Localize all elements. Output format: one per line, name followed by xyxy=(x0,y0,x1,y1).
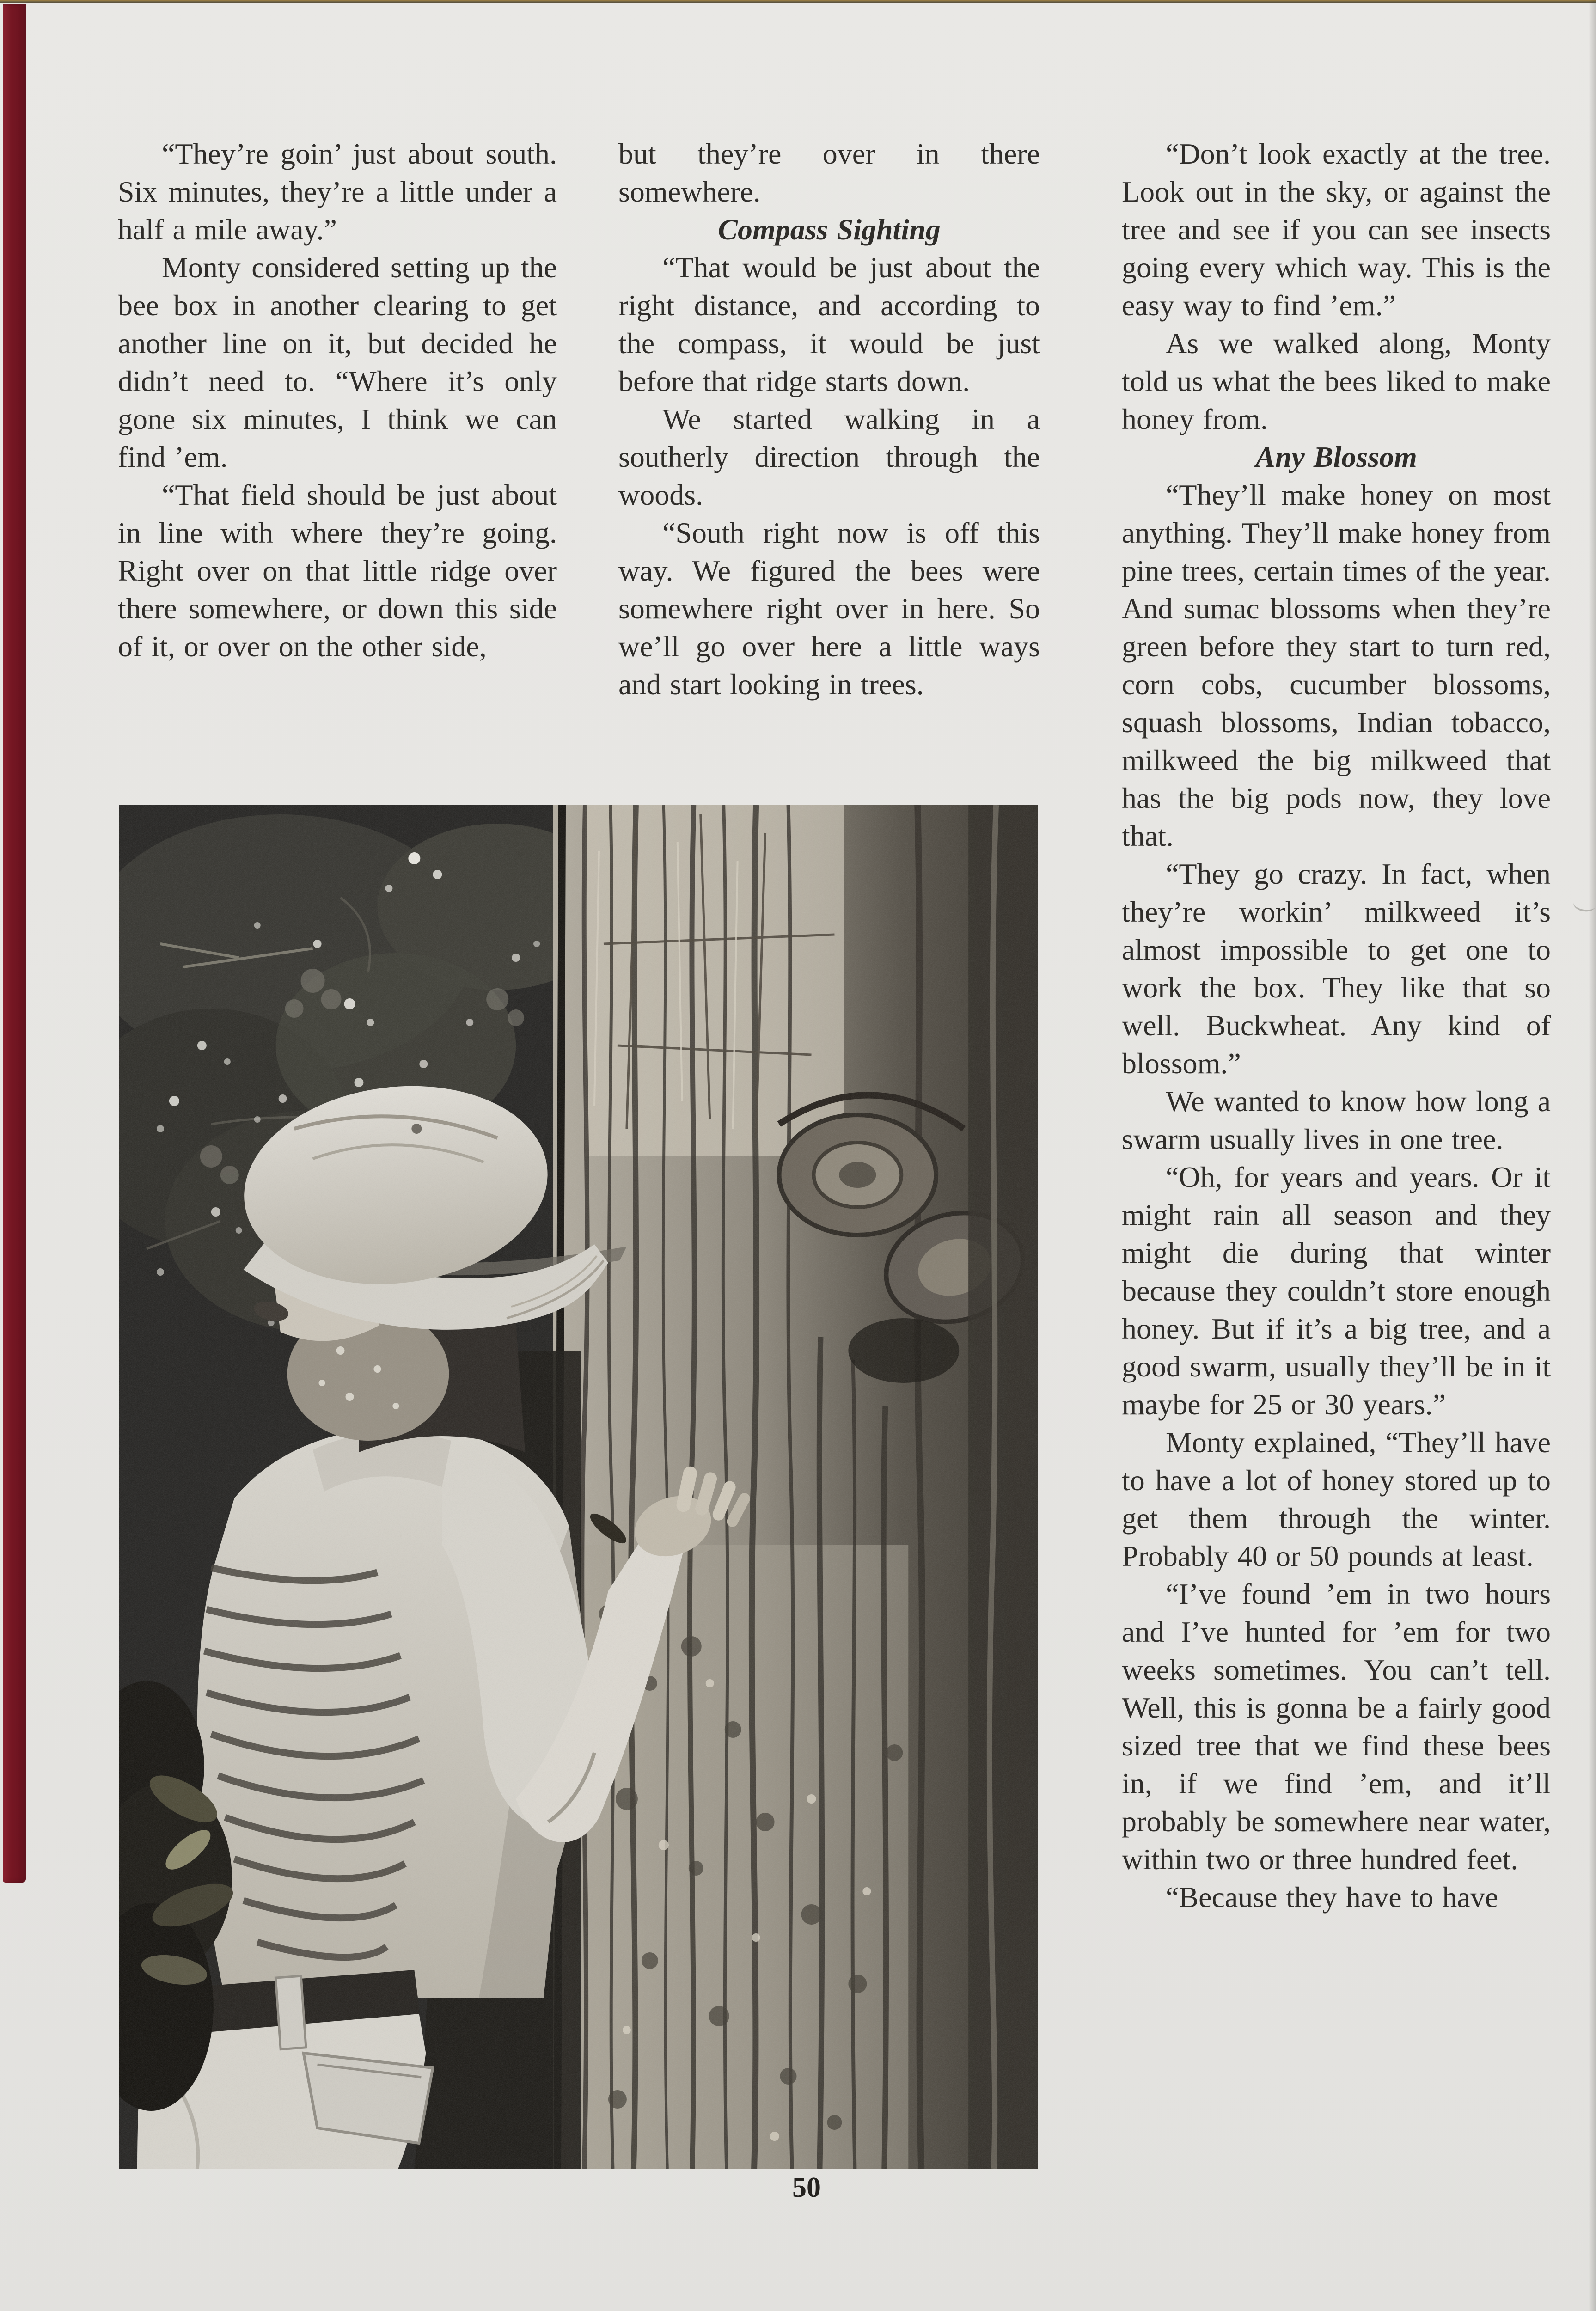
paragraph: “They go crazy. In fact, when they’re workin’ milkweed it’s almost impossible to get one to work the box. They like that so well. Buckwheat. Any kind of blossom.” xyxy=(1122,857,1551,1080)
paragraph: Monty considered setting up the bee box in another clearing to get another line on it, but decided he didn’t need to. “Where it’s only gone six minutes, I think we can find ’em. xyxy=(118,251,557,473)
section-heading-any-blossom: Any Blossom xyxy=(1255,440,1417,473)
paragraph: Monty explained, “They’ll have to have a lot of honey stored up to get them through the winter. Probably 40 or 50 pounds at least. xyxy=(1122,1426,1551,1572)
paragraph: but they’re over in there somewhere. xyxy=(618,137,1040,208)
page-top-edge xyxy=(0,0,1596,3)
section-heading-compass-sighting: Compass Sighting xyxy=(718,213,941,246)
paragraph: “Don’t look exactly at the tree. Look out in the sky, or against the tree and see if you can see insects going every which way. This is the easy way to find ’em.” xyxy=(1122,137,1551,322)
text-column-3 xyxy=(1122,135,1551,1916)
paragraph: “They’ll make honey on most anything. They’ll make honey from pine trees, certain times of the year. And sumac blossoms when they’re green before they start to turn red, corn cobs, cucumber blossoms, squash blossoms, Indian tobacco, milkweed the big milkweed that has the big pods now, they love that. xyxy=(1122,478,1551,852)
paragraph: “Because they have to have xyxy=(1166,1881,1498,1914)
paragraph: “That field should be just about in line with where they’re going. Right over on that little ridge over there somewhere, or down this side of it, or over on the other side, xyxy=(118,478,557,663)
paragraph: “South right now is off this way. We figured the bees were somewhere right over in here. So we’ll go over here a little ways and start looking in trees. xyxy=(618,516,1040,701)
page-number: 50 xyxy=(792,2172,821,2203)
red-spine-strip xyxy=(3,4,26,1883)
article-photo xyxy=(119,805,1038,2169)
paragraph: “Oh, for years and years. Or it might rain all season and they might die during that winter because they couldn’t store enough honey. But if it’s a big tree, and a good swarm, usually they’ll be in it maybe for 25 or 30 years.” xyxy=(1122,1161,1551,1421)
photo-grain-overlay xyxy=(119,805,1038,2169)
paragraph: “I’ve found ’em in two hours and I’ve hunted for ’em for two weeks sometimes. You can’t tell. Well, this is gonna be a fairly good sized tree that we find these bees in, if we find ’em, and it’ll probably be somewhere near water, within two or three hundred feet. xyxy=(1122,1577,1551,1876)
paragraph: We started walking in a southerly direction through the woods. xyxy=(618,403,1040,511)
paragraph: “That would be just about the right distance, and according to the compass, it would be just before that ridge starts down. xyxy=(618,251,1040,397)
text-column-1 xyxy=(118,135,557,666)
paragraph: We wanted to know how long a swarm usually lives in one tree. xyxy=(1122,1085,1551,1156)
paragraph: As we walked along, Monty told us what the bees liked to make honey from. xyxy=(1122,327,1551,435)
text-column-2 xyxy=(618,135,1040,703)
paragraph: “They’re goin’ just about south. Six minutes, they’re a little under a half a mile away.” xyxy=(118,137,557,246)
page-right-edge-shadow xyxy=(1589,0,1596,2311)
